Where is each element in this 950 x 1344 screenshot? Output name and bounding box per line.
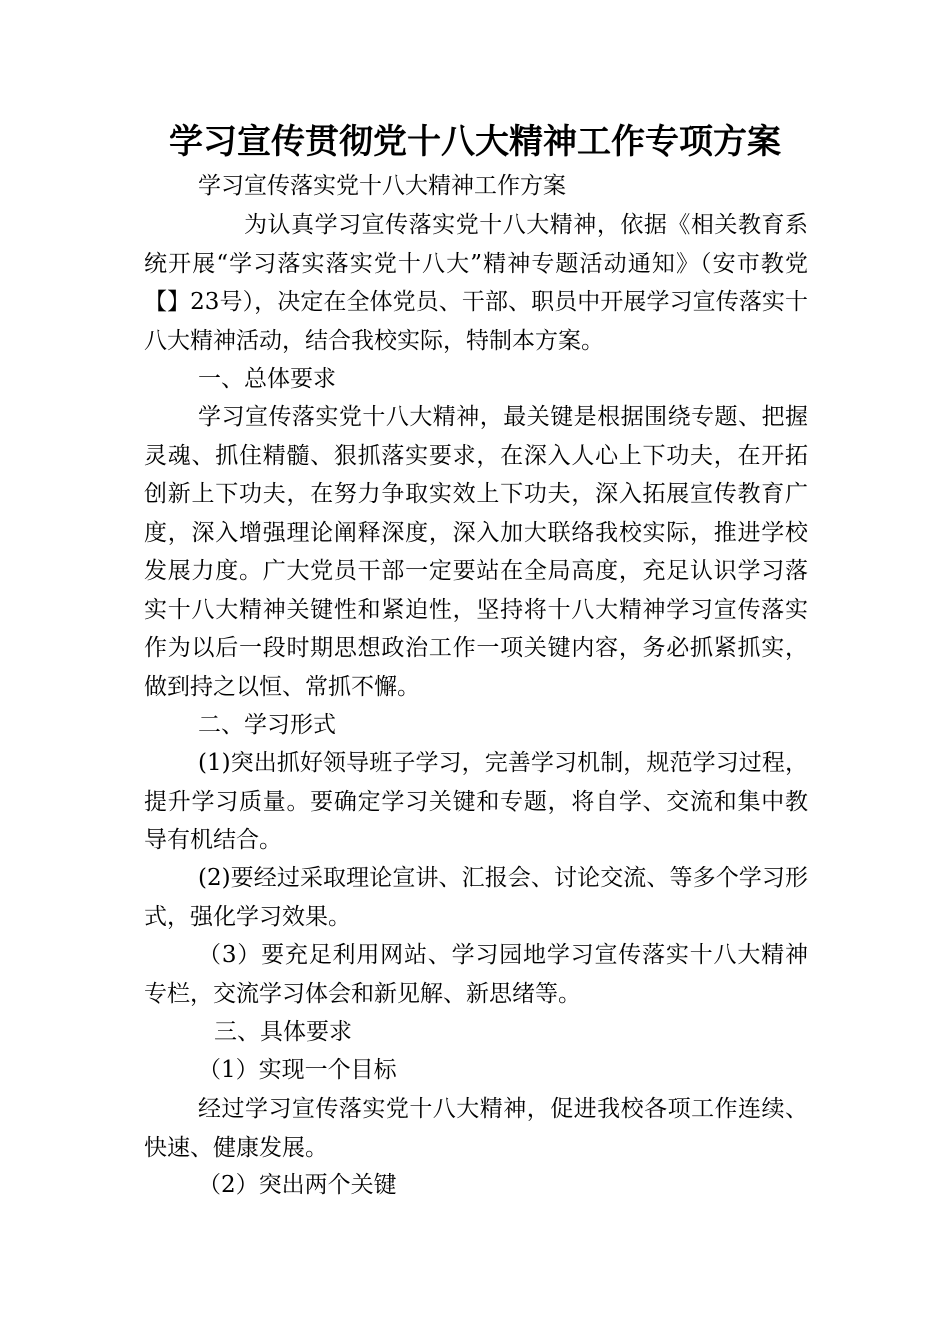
study-forms-item-2: (2)要经过采取理论宣讲、汇报会、讨论交流、等多个学习形式，强化学习效果。 [144, 865, 808, 930]
document-subtitle: 学习宣传落实党十八大精神工作方案 [198, 173, 566, 199]
section-heading-general-requirements: 一、总体要求 [198, 366, 336, 392]
section-heading-specific-requirements: 三、具体要求 [214, 1019, 352, 1045]
study-forms-item-1: (1)突出抓好领导班子学习，完善学习机制，规范学习过程，提升学习质量。要确定学习关键和专题，将自学、交流和集中教导有机结合。 [144, 750, 808, 853]
section-heading-study-forms: 二、学习形式 [198, 712, 336, 738]
intro-paragraph: 为认真学习宣传落实党十八大精神，依据《相关教育系统开展“学习落实落实党十八大”精神专题活动通知》（安市教党【】23号），决定在全体党员、干部、职员中开展学习宣传落实十八大精神活动，结合我校实际，特制本方案。 [144, 212, 808, 354]
study-forms-item-3: （3）要充足利用网站、学习园地学习宣传落实十八大精神专栏，交流学习体会和新见解、新思绪等。 [144, 942, 808, 1007]
specific-requirements-item-1-heading: （1）实现一个目标 [198, 1057, 397, 1083]
general-requirements-paragraph: 学习宣传落实党十八大精神，最关键是根据围绕专题、把握灵魂、抓住精髓、狠抓落实要求，在深入人心上下功夫，在开拓创新上下功夫，在努力争取实效上下功夫，深入拓展宣传教育广度，深入增强理论阐释深度，深入加大联络我校实际，推进学校发展力度。广大党员干部一定要站在全局高度，充足认识学习落实十八大精神关键性和紧迫性，坚持将十八大精神学习宣传落实作为以后一段时期思想政治工作一项关键内容，务必抓紧抓实，做到持之以恒、常抓不懈。 [144, 404, 808, 700]
document-title: 学习宣传贯彻党十八大精神工作专项方案 [169, 122, 781, 162]
specific-requirements-item-1-paragraph: 经过学习宣传落实党十八大精神，促进我校各项工作连续、快速、健康发展。 [144, 1096, 808, 1161]
specific-requirements-item-2-heading: （2）突出两个关键 [198, 1172, 397, 1198]
